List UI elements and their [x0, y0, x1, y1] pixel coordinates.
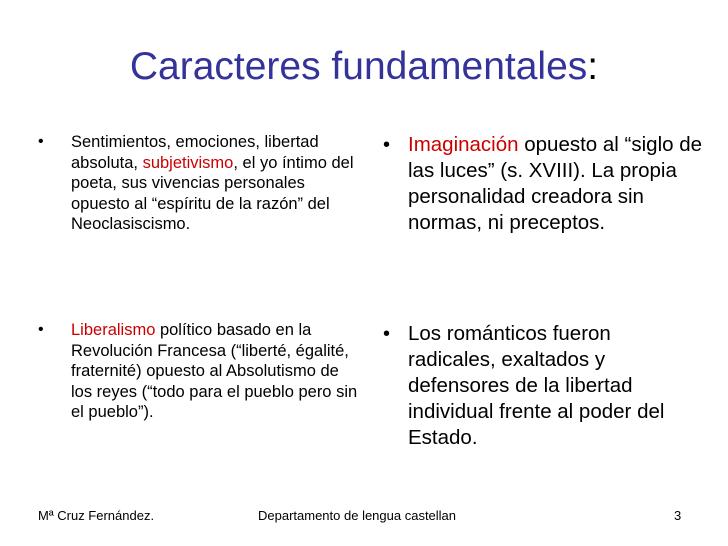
slide-title	[0, 42, 728, 92]
bullet-highlight: subjetivismo	[142, 153, 234, 172]
bullet-text	[38, 132, 358, 235]
bullet-text	[383, 132, 703, 236]
footer-page-number: 3	[674, 508, 682, 523]
footer-department: Departamento de lengua castellan	[258, 508, 457, 523]
slide-title-text: Caracteres fundamentales	[129, 45, 588, 88]
bullet-text	[383, 321, 703, 451]
bullet-dot-icon: •	[383, 323, 391, 345]
bullet-text	[38, 320, 358, 423]
bullet-highlight: Imaginación	[408, 133, 519, 156]
bullet-dot-icon: •	[38, 321, 44, 338]
footer-author: Mª Cruz Fernández.	[38, 508, 155, 523]
bullet-dot-icon: •	[383, 134, 391, 156]
bullet-subjetivismo	[38, 132, 358, 235]
bullet-highlight: Liberalismo	[71, 321, 156, 339]
bullet-romanticos	[383, 321, 703, 451]
bullet-text-after: político basado en la Revolución Francesa (“liberté, égalité, fraternité) opuesto al Absolutismo de los reyes (“todo para el pueblo pero sin el pueblo”).	[71, 321, 358, 421]
bullet-text-after: opuesto al “siglo de las luces” (s. XVIII). La propia personalidad creadora sin normas, ni preceptos.	[408, 133, 703, 234]
slide-title-colon: :	[587, 45, 599, 88]
bullet-dot-icon: •	[38, 133, 44, 150]
bullet-text-after: , el yo íntimo del poeta, sus vivencias personales opuesto al “espíritu de la razón” del Neoclasiscismo.	[71, 153, 354, 233]
bullet-text-before: Los románticos fueron radicales, exaltados y defensores de la libertad individual frente al poder del Estado.	[408, 322, 665, 449]
bullet-imaginacion	[383, 132, 703, 236]
bullet-text-before: Sentimientos, emociones, libertad absoluta,	[71, 133, 319, 172]
bullet-liberalismo	[38, 320, 358, 423]
